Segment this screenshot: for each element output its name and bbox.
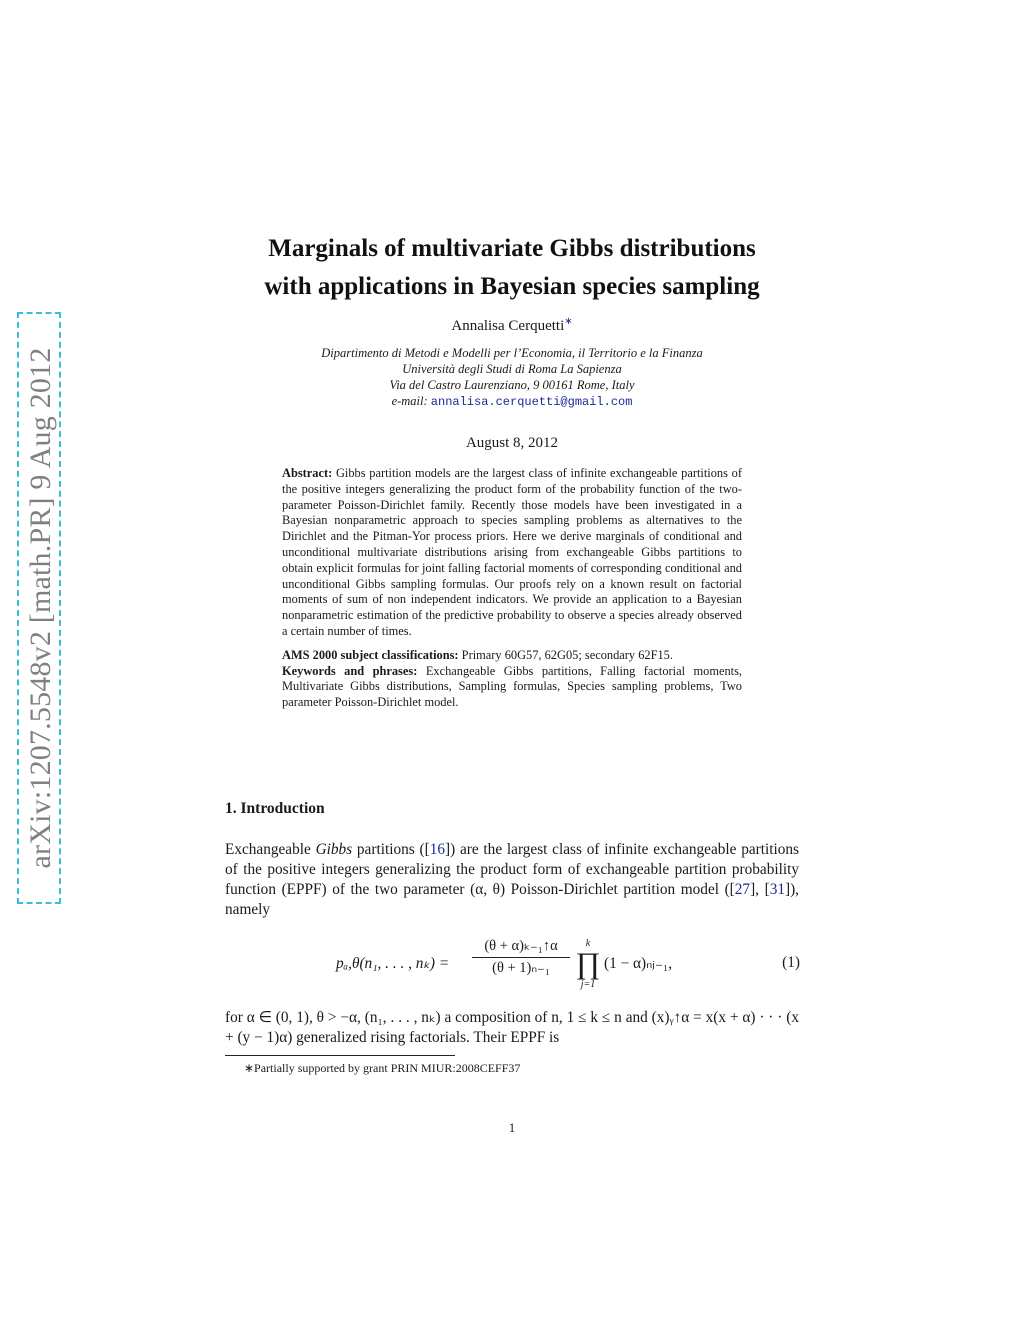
- intro-text-5: ]), namely: [225, 881, 799, 918]
- author: [0, 316, 1024, 335]
- keywords-label: Keywords and phrases:: [282, 663, 418, 678]
- equation-1: [336, 938, 800, 996]
- section-heading: 1. Introduction: [225, 800, 325, 817]
- keywords: [282, 664, 742, 711]
- product-upper-limit: k: [585, 938, 591, 949]
- email-label: e-mail:: [391, 394, 428, 408]
- intro-gibbs: Gibbs: [315, 841, 353, 858]
- product-symbol: ∏: [575, 947, 601, 980]
- intro-paragraph: [225, 840, 799, 920]
- equation-numerator: (θ + α)ₖ₋₁↑α: [472, 938, 570, 958]
- affiliation: [0, 345, 1024, 410]
- abstract: [282, 466, 742, 711]
- citation-27[interactable]: 27: [734, 881, 751, 898]
- abstract-paragraph: [282, 466, 742, 640]
- citation-31[interactable]: 31: [769, 881, 785, 898]
- email-link[interactable]: annalisa.cerquetti@gmail.com: [430, 395, 633, 409]
- page-number: 1: [508, 1120, 516, 1135]
- equation-denominator: (θ + 1)ₙ₋₁: [492, 960, 550, 976]
- affiliation-line-1: Dipartimento di Metodi e Modelli per l’Economia, il Territorio e la Finanza: [321, 346, 703, 360]
- affiliation-line-3: Via del Castro Laurenziano, 9 00161 Rome, Italy: [389, 378, 635, 392]
- ams-text: Primary 60G57, 62G05; secondary 62F15.: [461, 647, 673, 662]
- equation-rhs: (1 − α)ₙⱼ₋₁,: [604, 955, 673, 972]
- ams-classification: [282, 648, 742, 664]
- post-equation-paragraph: for α ∈ (0, 1), θ > −α, (n₁, . . . , nₖ) a composition of n, 1 ≤ k ≤ n and (x)ᵧ↑α = x(x + α) · · · (x + (y − 1)α) generalized rising factorials. Their EPPF is: [225, 1009, 799, 1046]
- paper-date: August 8, 2012: [465, 435, 559, 451]
- equation-product: [574, 938, 602, 990]
- intro-text-2: partitions ([: [352, 841, 430, 858]
- author-name: Annalisa Cerquetti: [451, 318, 565, 334]
- citation-16[interactable]: 16: [429, 841, 445, 858]
- keywords-text: Exchangeable Gibbs partitions, Falling factorial moments, Multivariate Gibbs distributions, Sampling formulas, Species sampling problems, Two parameter Poisson-Dirichlet model.: [282, 663, 743, 710]
- affiliation-line-2: Università degli Studi di Roma La Sapienza: [402, 362, 622, 376]
- equation-lhs: pₐ,θ(n₁, . . . , nₖ) =: [336, 955, 450, 972]
- email-line: [0, 393, 1024, 410]
- abstract-text: Gibbs partition models are the largest class of infinite exchangeable partitions of the positive integers generalizing the product form of the probability function of the two-parameter Poisson-Dirichlet family. Recently those models have been investigated in a Bayesian nonparametric approach to species sampling problems as alternatives to the Dirichlet and the Pitman-Yor process priors. Here we derive marginals of conditional and unconditional multivariate distributions arising from exchangeable Gibbs partitions to obtain explicit formulas for joint falling factorial moments of corresponding conditional and unconditional Gibbs sampling formulas. Our proofs rely on a known result on factorial moments of sum of non independent indicators. We provide an application to a Bayesian nonparametric estimation of the predictive probability to observe a species already observed a certain number of times.: [282, 466, 742, 638]
- abstract-label: Abstract:: [282, 466, 333, 480]
- paper-title: [0, 230, 1024, 306]
- equation-number: (1): [782, 954, 800, 971]
- equation-fraction: [472, 938, 570, 977]
- intro-text-3: ]) are the largest class of infinite exchangeable partitions of the positive integers generalizing the product form of exchangeable partition probability function (EPPF) of the two parameter (α, θ) Poisson-Dirichlet partition model ([: [225, 841, 800, 898]
- title-line-2: with applications in Bayesian species sampling: [264, 273, 760, 300]
- ams-label: AMS 2000 subject classifications:: [282, 647, 459, 662]
- footnote: ∗Partially supported by grant PRIN MIUR:2008CEFF37: [244, 1061, 521, 1075]
- intro-text-4: ], [: [750, 881, 770, 898]
- footnote-rule: [225, 1055, 455, 1056]
- title-line-1: Marginals of multivariate Gibbs distributions: [268, 235, 756, 262]
- arxiv-stamp-text: arXiv:1207.5548v2 [math.PR] 9 Aug 2012: [24, 347, 57, 869]
- intro-text-1: Exchangeable: [225, 841, 316, 858]
- product-lower-limit: j=1: [580, 979, 596, 990]
- author-footnote-mark[interactable]: ∗: [564, 316, 573, 327]
